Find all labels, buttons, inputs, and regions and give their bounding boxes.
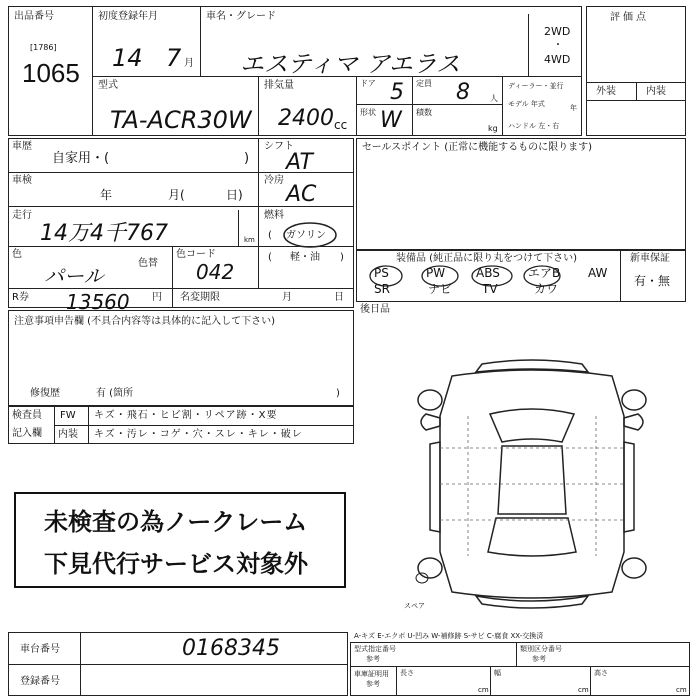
fuel-gas: ガソリン <box>286 230 326 241</box>
mileage-value: 14万4千767 <box>40 221 168 246</box>
first-reg-label: 初度登録年月 <box>98 11 158 22</box>
lot-label: 出品番号 <box>14 11 54 22</box>
name-change-month: 月 <box>282 292 292 303</box>
repair-label: 修復歴 <box>30 388 60 399</box>
color-code-label: 色コード <box>176 249 216 260</box>
sales-frame <box>356 138 686 250</box>
spare-label: スペア <box>404 602 425 610</box>
exterior-label: 外装 <box>596 86 616 97</box>
equip-ps: PS <box>374 266 389 280</box>
history-label: 車歴 <box>12 141 32 152</box>
dealer-label: ディーラー・並行 <box>508 82 564 90</box>
first-reg-month: 7 <box>166 44 182 72</box>
door-label: ドア <box>360 79 376 88</box>
model-year-label: モデル 年式 <box>508 100 545 108</box>
new-car-label: 新車保証 <box>630 253 670 264</box>
drive-2wd: 2WD <box>544 25 571 38</box>
height-unit: cm <box>676 686 687 694</box>
equip-airbag: エアB <box>528 266 561 280</box>
doors: 5 <box>390 80 404 105</box>
fuel-circle <box>280 220 340 250</box>
shape: W <box>380 108 402 133</box>
width-unit: cm <box>578 686 589 694</box>
first-reg-year: 14 <box>112 44 143 72</box>
inspector-label-1: 検査員 <box>12 410 42 421</box>
int-label: 内装 <box>58 429 78 440</box>
color-change-label: 色替 <box>138 258 158 269</box>
displacement-label: 排気量 <box>264 80 294 91</box>
model-spec-label: 型式指定番号 <box>354 645 396 653</box>
equip-navi: ナビ <box>428 282 453 296</box>
inspection-year: 年 <box>100 188 113 202</box>
capacity-unit: 人 <box>490 94 498 103</box>
height-label: 高さ <box>594 669 608 677</box>
car-name: エスティマ <box>240 50 358 78</box>
grade: アエラス <box>366 50 461 78</box>
fuel-close: ) <box>340 252 344 263</box>
equip-abs: ABS <box>476 266 500 280</box>
first-reg-month-unit: 月 <box>184 58 194 69</box>
r-label: R券 <box>12 292 29 303</box>
equip-pw: PW <box>426 266 446 280</box>
load-unit: kg <box>488 124 498 133</box>
year-unit: 年 <box>570 104 577 112</box>
fw-label: FW <box>60 410 76 421</box>
sales-label: セールスポイント (正常に機能するものに限ります) <box>362 142 593 153</box>
fuel-open-2: ( <box>268 252 272 263</box>
history-value: 自家用・( <box>52 151 110 166</box>
drive-dot: ・ <box>553 40 563 51</box>
notice-line-1: 未検査の為ノークレーム <box>44 509 308 536</box>
reg-label: 登録番号 <box>20 676 60 687</box>
equip-sr: SR <box>374 282 390 296</box>
shift-value: AT <box>286 150 313 175</box>
capacity-label: 定員 <box>416 79 432 88</box>
shape-label: 形状 <box>360 108 376 117</box>
legend: A-キズ E-エクボ U-凹み W-補修跡 S-サビ C-腐食 XX-交換済 <box>354 632 544 640</box>
chassis-label: 車台番号 <box>20 644 60 655</box>
inspector-label-2: 記入欄 <box>12 428 42 439</box>
name-change-label: 名変期限 <box>180 292 220 303</box>
notice-line-2: 下見代行サービス対象外 <box>44 551 308 578</box>
r-value: 13560 <box>66 290 130 314</box>
mileage-label: 走行 <box>12 210 32 221</box>
displacement: 2400 <box>278 106 334 131</box>
model-code-label: 型式 <box>98 80 118 91</box>
history-close: ) <box>244 151 250 166</box>
capacity: 8 <box>456 80 470 105</box>
cert-label: 車庫証明用 <box>354 670 389 678</box>
length-label: 長さ <box>400 669 414 677</box>
chassis-value: 0168345 <box>182 636 280 661</box>
equip-aw: AW <box>588 266 608 280</box>
inspection-label: 車検 <box>12 175 32 186</box>
fuel-label: 燃料 <box>264 210 284 221</box>
interior-label: 内装 <box>646 86 666 97</box>
equip-tv: TV <box>482 282 498 296</box>
inspection-month: 月( <box>168 188 185 202</box>
later-label: 後日品 <box>360 304 390 315</box>
category-label: 類別区分番号 <box>520 645 562 653</box>
inspection-day: 日) <box>226 188 243 202</box>
fuel-diesel: 軽・油 <box>290 252 320 263</box>
ac-value: AC <box>286 182 317 207</box>
notes-label: 注意事項申告欄 (不具合内容等は具体的に記入して下さい) <box>14 316 275 327</box>
drive-4wd: 4WD <box>544 53 571 66</box>
color-label: 色 <box>12 249 22 260</box>
lot-small: [1786] <box>30 43 57 52</box>
name-change-day: 日 <box>334 292 344 303</box>
equip-leather: カワ <box>534 282 559 296</box>
equipment-label: 装備品 (純正品に限り丸をつけて下さい) <box>396 253 577 264</box>
color-value: パール <box>44 264 104 288</box>
equipment-circles <box>362 262 562 298</box>
mileage-unit: km <box>244 236 255 244</box>
category-sub: 参考 <box>532 655 546 663</box>
model-spec-sub: 参考 <box>366 655 380 663</box>
fuel-open: ( <box>268 230 272 241</box>
width-label: 幅 <box>494 669 501 677</box>
repair-close: ) <box>336 388 340 399</box>
car-diagram <box>412 356 652 612</box>
new-car-value: 有・無 <box>634 274 671 288</box>
fw-text: キズ・飛石・ヒビ割・リペア跡・X要 <box>94 410 278 421</box>
lot-number: 1065 <box>22 58 80 88</box>
model-grade-label: 車名・グレード <box>206 11 276 22</box>
int-text: キズ・汚レ・コゲ・穴・スレ・キレ・破レ <box>94 429 303 440</box>
displacement-unit: cc <box>334 118 348 132</box>
color-code: 042 <box>196 260 235 284</box>
repair-value: 有 (箇所 <box>96 388 134 399</box>
handle-label: ハンドル 左・右 <box>508 122 560 130</box>
r-unit: 円 <box>152 292 162 303</box>
length-unit: cm <box>478 686 489 694</box>
load-label: 積数 <box>416 108 432 117</box>
ac-label: 冷房 <box>264 175 284 186</box>
shift-label: シフト <box>264 141 294 152</box>
eval-label: 評価点 <box>610 12 649 23</box>
cert-sub: 参考 <box>366 680 380 688</box>
model-code: TA-ACR30W <box>110 106 252 134</box>
eval-frame <box>586 6 686 136</box>
